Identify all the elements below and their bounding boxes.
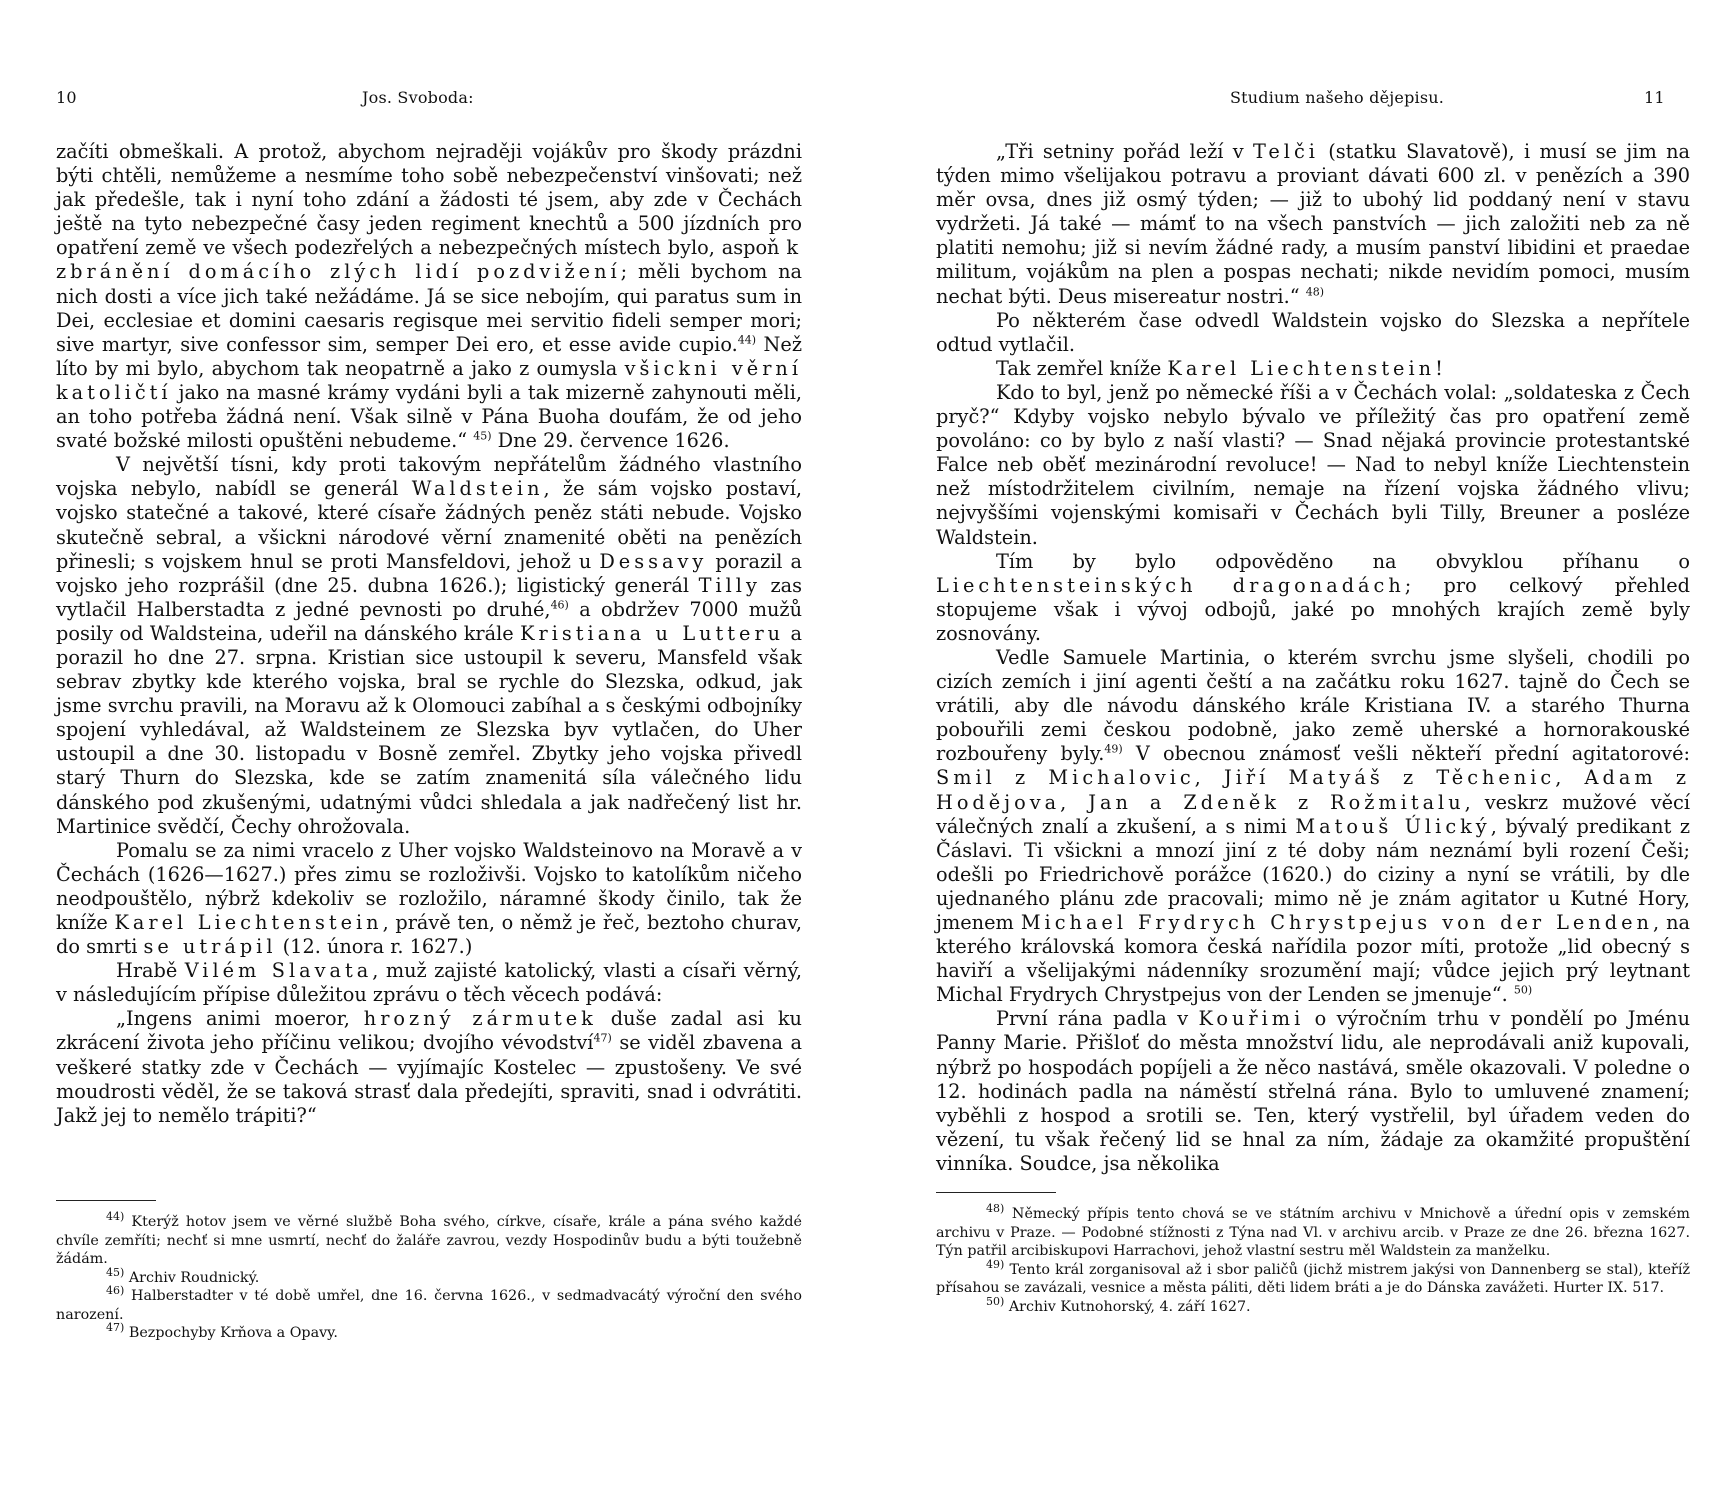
text-run: jako na masné krámy vydáni byli a tak mizerně zahynouti měli, an toho potřeba žádná není. Však silně v Pána Buoha doufám, že od jeho svaté božské milosti opuštěni nebudeme.“: [56, 380, 802, 453]
text-run: V obecnou známosť vešli někteří přední agitatorové:: [1122, 742, 1690, 766]
footnote-text: Halberstadter v té době umřel, dne 16. června 1626., v sedmadvacátý výroční den svého narození.: [56, 1288, 802, 1323]
spaced-emphasis-text: Matouš Úlický: [1295, 814, 1491, 838]
left-footnotes: [56, 1210, 802, 1343]
left-footnote-rule: [56, 1200, 156, 1201]
text-run: duše zadal asi ku zkrácení života jeho příčinu velikou; dvojího vévodství: [56, 1007, 802, 1055]
footnote: [936, 1257, 1690, 1298]
footnote-number: 44): [106, 1210, 125, 1224]
text-run: Tím by bylo odpověděno na obvyklou příhanu o: [996, 549, 1690, 573]
text-run: , veskrz mužové věcí válečných znalí a zkušení, a s nimi: [936, 790, 1690, 838]
paragraph: [56, 959, 802, 1007]
text-run: První rána padla v: [996, 1007, 1199, 1031]
footnote-text: Německý přípis tento chová se ve státním archivu v Mnichově a úřední opis v zemském archivu v Praze. — Podobné stížnosti z Týna nad Vl. v archivu arcib. v Praze ze dne 26. března 1627. Týn patřil arcibiskupovi Harrachovi, jehož vlastní sestru měl Waldstein za manželku.: [936, 1206, 1690, 1259]
paragraph: [936, 646, 1690, 1007]
text-run: , na kterého královská komora česká nařídila pozor míti, protože „lid obecný s haviří a všelijakými nádenníky srozumění mají; vůdce jejich prý leytnant Michal Frydrych Chrystpejus von der Lenden se jmenuje“.: [936, 911, 1690, 1007]
text-run: Kdo to byl, jenž po německé říši a v Čechách volal: „soldateska z Čech pryč?“ Kdyby vojsko nebylo bývalo ve příležitý čas pro opatření země povoláno: co by bylo z naší vlasti? — Snad nějaká provincie protestantské Falce neb oběť mezinárodní revoluce! — Nad to nebyl kníže Liechtenstein než místodržitelem civilním, nemaje na řízení vojska žádného vlivu; nejvyššími vojenskými komisaři v Čechách byli Tilly, Breuner a posléze Waldstein.: [936, 380, 1690, 549]
spaced-emphasis-text: Liechtensteinských dragonadách: [936, 573, 1405, 597]
left-running-title: Jos. Svoboda:: [362, 88, 474, 107]
footnote-number: 45): [106, 1265, 125, 1279]
paragraph: [56, 453, 802, 839]
spaced-emphasis-text: Waldstein: [411, 477, 544, 501]
footnote-text: Bezpochyby Krňova a Opavy.: [124, 1325, 338, 1341]
text-run: „Ingens animi moeror,: [116, 1007, 364, 1031]
footnote-number: 46): [106, 1284, 125, 1298]
spaced-emphasis-text: Michael Frydrych Chrystpejus von der Lenden: [1020, 911, 1653, 934]
paragraph: [936, 550, 1690, 646]
spaced-emphasis-text: k zbránění domácího zlých lidí pozdvižení: [56, 236, 802, 284]
paragraph: [56, 839, 802, 959]
text-run: , že sám vojsko postaví, vojsko statečné a takové, které císaře žádných peněz státi nebude. Vojsko skutečně sebral, a všickni národové věrní znamenité oběti na penězích přinesli; s vojskem hnul se proti Mansfeldovi, jehož u: [56, 477, 802, 573]
footnote-number: 50): [986, 1294, 1005, 1308]
footnote: [56, 1321, 802, 1343]
paragraph: [936, 140, 1690, 309]
text-run: Pomalu se za nimi vracelo z Uher vojsko Waldsteinovo na Moravě a v Čechách (1626—1627.) přes zimu se rozloživši. Vojsko to katolíkům ničeho neodpouštělo, nýbrž kdekoliv se rozložilo, náramné škody činilo, tak že kníže: [56, 838, 802, 934]
footnote: [936, 1294, 1690, 1317]
footnote: [56, 1210, 802, 1269]
footnote: [56, 1265, 802, 1288]
text-run: o výročním trhu v pondělí po Jménu Panny Marie. Přišloť do města množství lidu, ale neprodávali aniž kupovali, nýbrž po hospodách popíjeli a že něco nastává, směle okazovali. V poledne o 12. hodinách padla na náměstí střelná rána. Bylo to umluvené znamení; vyběhli z hospod a srotili se. Ten, který vystřelil, byl úřadem veden do vězení, tu však řečený lid se hnal za ním, žádaje za okamžité propuštění vinníka. Soudce, jsa několika: [936, 1007, 1691, 1175]
spaced-emphasis-text: Karel Liechtenstein: [1167, 356, 1436, 380]
footnote-number: 47): [106, 1321, 125, 1335]
spaced-emphasis-text: se utrápil: [143, 935, 277, 959]
paragraph: [936, 309, 1690, 357]
right-body-text: [936, 140, 1690, 1176]
footnote: [936, 1202, 1690, 1261]
text-run: začíti obmeškali. A protož, abychom nejraději vojákův pro škody prázdni býti chtěli, nemůžeme a nesmíme toho sobě nebezpečenství vinšovati; než jak předešle, tak i nyní toho zdání a žádosti té jsem, aby zde v Čechách ještě na tyto nebezpečné časy jeden regiment knechtů a 500 jízdních pro opatření země ve všech podezřelých a nebezpečných místech bylo, aspoň: [56, 140, 802, 260]
text-run: !: [1435, 356, 1443, 380]
footnote-number: 49): [986, 1257, 1005, 1271]
text-run: a porazil ho dne 27. srpna. Kristian sice ustoupil k severu, Mansfeld však sebrav zbytky kde kterého vojska, bral se rychle do Slezska, odkud, jak jsme svrchu pravili, na Moravu až k Olomouci zabíhal a s českými odbojníky spojení vyhledával, až Waldsteinem ze Slezska byv vytlačen, do Uher ustoupil a dne 30. listopadu v Bosně zemřel. Zbytky jeho vojska přivedl starý Thurn do Slezska, kde se zatím znamenitá síla válečného lidu dánského pod zkušenými, udatnými vůdci shledala a jak nadřečený list hr. Martinice svědčí, Čechy ohrožovala.: [56, 621, 803, 838]
text-run: Vedle Samuele Martinia, o kterém svrchu jsme slyšeli, chodili po cizích zemích i jiní agenti čeští a na začátku roku 1627. tajně do Čech se vrátili, aby dle návodu dánského krále Kristiana IV. a starého Thurna pobouřili zemi českou podobně, jako země uherské a hornorakouské rozbouřeny byly.: [936, 645, 1690, 766]
text-run: ; měli bychom na nich dosti a více jich také nežádáme. Já se sice nebojím, qui paratus sum in Dei, ecclesiae et domini caesaris regisque mei servitio fideli semper mori; sive martyr, sive confessor sim, semper Dei ero, et esse avide cupio.: [56, 260, 802, 356]
text-run: a obdržev 7000 mužů posily od Waldsteina, udeřil na dánského krále: [56, 597, 802, 645]
footnote-text: Archiv Kutnohorský, 4. září 1627.: [1004, 1298, 1251, 1315]
footnote-reference: 44): [737, 333, 757, 347]
text-run: Dne 29. července 1626.: [491, 429, 730, 453]
text-run: V největší tísni, kdy proti takovým nepřátelům žádného vlastního vojska nebylo, nabídl se generál: [56, 453, 802, 501]
spaced-emphasis-text: Karel Liechtenstein: [114, 911, 383, 934]
footnote-reference: 45): [473, 429, 492, 443]
text-run: , právě ten, o němž je řeč, beztoho churav, do smrti: [56, 911, 803, 959]
spaced-emphasis-text: Kouřimi: [1198, 1007, 1305, 1031]
text-run: „Tři setniny pořád leží v: [996, 140, 1254, 163]
text-run: Tak zemřel kníže: [996, 356, 1168, 380]
right-footnote-rule: [936, 1192, 1056, 1193]
text-run: se viděl zbavena a veškeré statky zde v Čechách — vyjímajíc Kostelec — zpustošeny. Ve své moudrosti věděl, že se taková strasť dala předejíti, spraviti, snad i odvrátiti. Jakž jej to nemělo trápiti?“: [56, 1031, 802, 1127]
spaced-emphasis-text: všickni věrní katoličtí: [56, 356, 802, 404]
footnote-reference: 47): [593, 1032, 612, 1046]
footnote-text: Archiv Roudnický.: [124, 1269, 260, 1286]
spaced-emphasis-text: Telči: [1253, 140, 1319, 163]
text-run: , bývalý predikant z Čáslavi. Ti všickni a mnozí jiní z té doby nám neznámí byli rození Češi; odešli po Friedrichově porážce (1620.) do ciziny a nyní se vrátili, by dle ujednaného plánu zde pracovali; mimo ně je znám agitator u Kutné Hory, jmenem: [936, 814, 1690, 934]
paragraph: [936, 381, 1690, 550]
text-run: porazil a vojsko jeho rozprášil (dne 25. dubna 1626.); ligistický generál: [56, 549, 802, 597]
paragraph: [56, 140, 802, 453]
left-body-text: [56, 140, 802, 1128]
footnote-reference: 49): [1104, 742, 1123, 756]
footnote-reference: 50): [1513, 983, 1533, 997]
text-run: ; pro celkový přehled stopujeme však i vývoj odbojů, jaké po mnohých krajích země byly zosnovány.: [936, 573, 1690, 645]
left-page-number: 10: [56, 88, 77, 107]
spaced-emphasis-text: hrozný zármutek: [363, 1007, 597, 1031]
spaced-emphasis-text: Smil z Michalovic, Jiří Matyáš z Těchenic, Adam z Hodějova, Jan a Zdeněk z Rožmitalu: [936, 766, 1690, 814]
paragraph: [936, 1007, 1690, 1176]
text-run: (12. února r. 1627.): [276, 935, 473, 959]
footnote-text: Kterýž hotov jsem ve věrné službě Boha svého, církve, císaře, krále a pána svého každé chvíle zemříti; nechť si mne usmrtí, nechť do žaláře zavrou, vezdy Hospodinův budu a býti toužebně žádám.: [56, 1214, 802, 1267]
text-run: Hrabě: [116, 959, 185, 983]
footnote: [56, 1284, 802, 1324]
right-footnotes: [936, 1202, 1690, 1316]
footnote-text: Tento král zorganisoval až i sbor paličů (jichž mistrem jakýsi von Dannenberg se stal), kteříž přísahou se zavázali, vesnice a města páliti, děti lidem bráti a je do Dánska zavážeti. Hurter IX. 517.: [936, 1261, 1690, 1296]
spaced-emphasis-text: Dessavy: [599, 549, 708, 573]
footnote-reference: 48): [1305, 285, 1324, 299]
text-run: (statku Slavatově), i musí se jim na týden mimo všelijakou potravu a proviant dávati 600 zl. v penězích a 390 měr ovsa, dnes již osmý týden; — již to ubohý lid poddaný není v stavu vydržeti. Já také — mámť to na všech panstvích — jich založiti neb za ně platiti nemohu; již si nevím žádné rady, a musím panství libidini et praedae militum, vojákům na plen a pospas nechati; nikde nevidím pomoci, musím nechat býti. Deus misereatur nostri.“: [936, 140, 1690, 308]
right-running-title: Studium našeho dějepisu.: [1230, 88, 1445, 107]
spaced-emphasis-text: Kristiana u Lutteru: [520, 621, 785, 645]
text-run: zas vytlačil Halberstadta z jedné pevnosti po druhé,: [56, 573, 802, 621]
footnote-reference: 46): [550, 598, 569, 612]
spaced-emphasis-text: Vilém Slavata: [184, 959, 373, 983]
right-page-number: 11: [1644, 88, 1665, 107]
paragraph: [936, 357, 1690, 381]
text-run: , muž zajisté katolický, vlasti a císaři věrný, v následujícím přípise důležitou zprávu o těch věcech podává:: [56, 959, 802, 1007]
spaced-emphasis-text: Tilly: [698, 573, 761, 597]
paragraph: [56, 1007, 802, 1127]
footnote-number: 48): [986, 1202, 1005, 1216]
text-run: Než líto by mi bylo, abychom tak neopatrně a jako z oumysla: [56, 332, 802, 380]
right-page: [858, 0, 1716, 1500]
text-run: Po některém čase odvedl Waldstein vojsko do Slezska a nepřítele odtud vytlačil.: [936, 308, 1690, 356]
